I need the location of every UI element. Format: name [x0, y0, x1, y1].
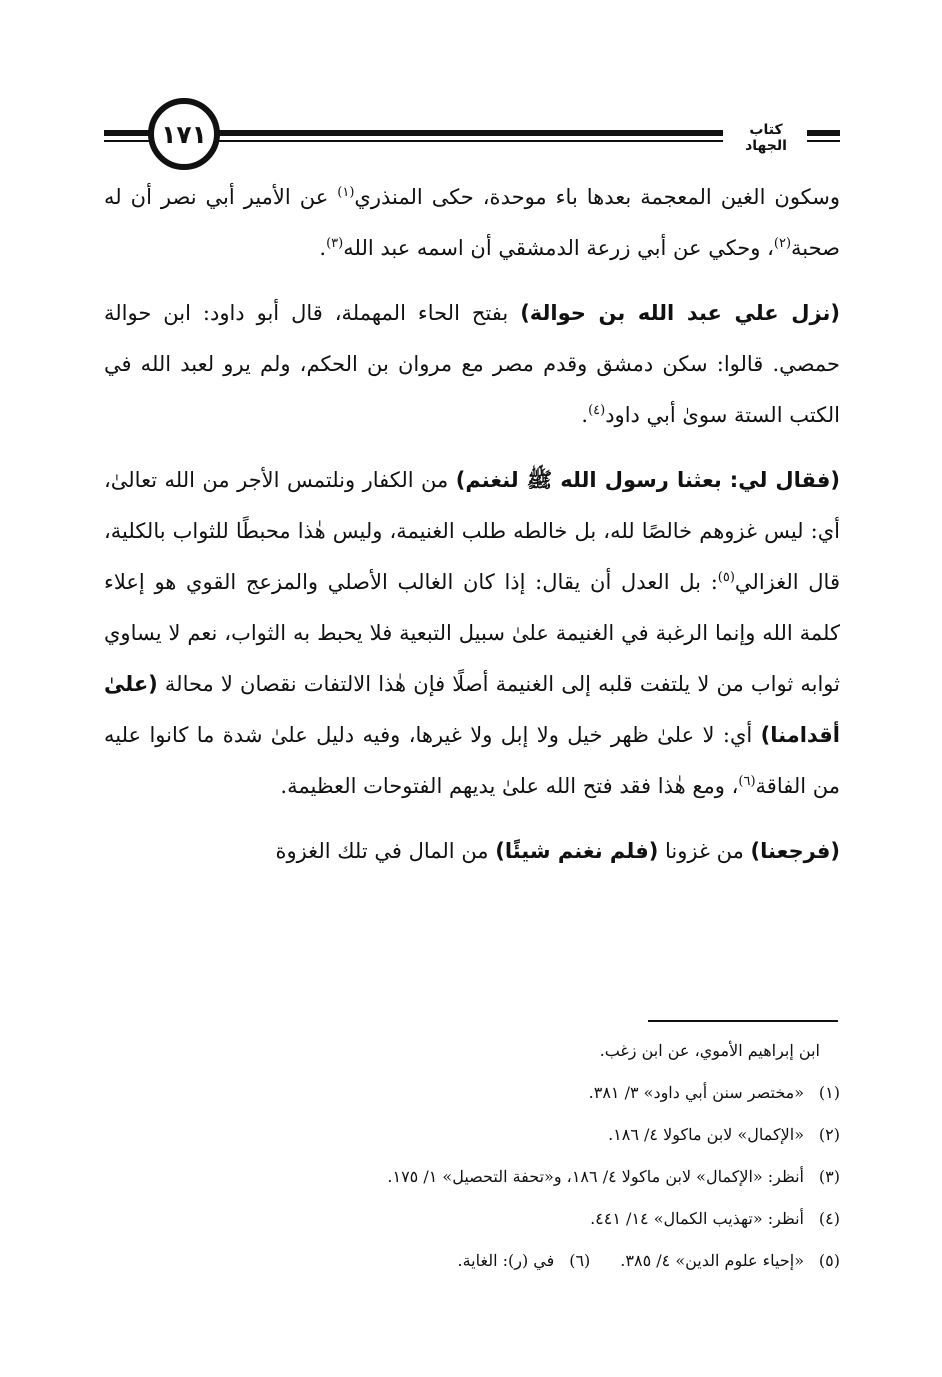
text-run: : بل العدل أن يقال: إذا كان الغالب الأصلي والمزعج القوي هو إعلاء كلمة الله وإنما الرغبة في الغنيمة علىٰ سبيل التبعية فلا يحبط به الثواب، نعم لا يساوي ثوابه ثواب من لا يلتفت قلبه إلى الغنيمة أصلًا فإن هٰذا الالتفات نقصان لا محالة [104, 570, 840, 696]
page-header [104, 96, 840, 180]
page-number: ١٧١ [161, 119, 207, 149]
text-run: ، وحكي عن أبي زرعة الدمشقي أن اسمه عبد الله [343, 236, 774, 260]
text-run: من الكفار ونلتمس الأجر من الله تعالىٰ، أي: ليس غزوهم خالصًا لله، بل خالطه طلب الغنيمة، وليس هٰذا محبطًا للثواب بالكلية، قال الغزالي [104, 468, 840, 594]
matn-quote: (نزل علي عبد الله بن حوالة) [520, 301, 840, 325]
text-run: . [319, 236, 327, 260]
matn-quote: (فقال لي: بعثنا رسول الله ﷺ لنغنم) [455, 468, 840, 492]
footnote-number: (١) [818, 1083, 840, 1102]
footnote-ref-6[interactable]: (٦) [738, 774, 756, 789]
footnote-continuation: ابن إبراهيم الأموي، عن ابن زغب. [599, 1041, 820, 1060]
footnote-ref-1[interactable]: (١) [337, 185, 355, 200]
footnote-text: في (ر): الغاية. [457, 1251, 555, 1270]
text-run: أي: لا علىٰ ظهر خيل ولا إبل ولا غيرها، وفيه دليل علىٰ شدة ما كانوا عليه من الفاقة [104, 723, 840, 798]
footnote-2 [104, 1114, 840, 1156]
footnote-4 [104, 1198, 840, 1240]
footnote-number: (٢) [818, 1125, 840, 1144]
footnote-ref-2[interactable]: (٢) [773, 236, 792, 251]
footnote-separator [648, 1020, 838, 1022]
header-rule-middle-thin [218, 140, 723, 142]
footnote-text: «مختصر سنن أبي داود» ٣/ ٣٨١. [588, 1083, 804, 1102]
header-rule-left [104, 130, 154, 136]
text-run: من غزونا [658, 839, 751, 863]
footnote-text: أنظر: «الإكمال» لابن ماكولا ٤/ ١٨٦، و«تحفة التحصيل» ١/ ١٧٥. [387, 1167, 804, 1186]
matn-quote: (علىٰ أقدامنا) [104, 672, 840, 747]
main-text [104, 172, 840, 891]
footnote-5-6 [104, 1240, 840, 1282]
footnote-3 [104, 1156, 840, 1198]
footnote-number: (٤) [818, 1209, 840, 1228]
footnote-number: (٥) [818, 1251, 840, 1270]
text-run: ، ومع هٰذا فقد فتح الله علىٰ يديهم الفتوحات العظيمة. [280, 774, 739, 798]
matn-quote: (فلم نغنم شيئًا) [495, 839, 659, 863]
footnote-text: أنظر: «تهذيب الكمال» ١٤/ ٤٤١. [590, 1209, 804, 1228]
footnote-ref-5[interactable]: (٥) [717, 570, 735, 585]
paragraph-1 [104, 172, 840, 274]
footnotes [104, 1030, 840, 1282]
footnote-ref-3[interactable]: (٣) [326, 236, 344, 251]
text-run: من المال في تلك الغزوة [275, 839, 496, 863]
text-run: عن الأمير أبي نصر أن له صحبة [104, 185, 840, 260]
footnote-1 [104, 1072, 840, 1114]
paragraph-2 [104, 288, 840, 441]
text-run: . [581, 403, 589, 427]
page-number-badge [148, 98, 220, 170]
chapter-title: كتاب الجهاد [745, 122, 787, 154]
footnote-number: (٣) [818, 1167, 840, 1186]
footnote-number: (٦) [569, 1251, 591, 1270]
header-rule-right [807, 130, 840, 136]
text-run: بفتح الحاء المهملة، قال أبو داود: ابن حوالة حمصي. قالوا: سكن دمشق وقدم مصر مع مروان بن الحكم، ولم يرو لعبد الله في الكتب الستة سوىٰ أبي داود [104, 301, 840, 427]
footnote-ref-4[interactable]: (٤) [588, 403, 606, 418]
header-rule-right-thin [807, 140, 840, 142]
footnote-text: «الإكمال» لابن ماكولا ٤/ ١٨٦. [608, 1125, 804, 1144]
footnote-text: «إحياء علوم الدين» ٤/ ٣٨٥. [620, 1251, 804, 1270]
header-rule-left-thin [104, 140, 154, 142]
matn-quote: (فرجعنا) [750, 839, 840, 863]
paragraph-4 [104, 826, 840, 877]
paragraph-3 [104, 455, 840, 812]
text-run: وسكون الغين المعجمة بعدها باء موحدة، حكى المنذري [354, 185, 841, 209]
header-rule-middle [218, 130, 723, 136]
